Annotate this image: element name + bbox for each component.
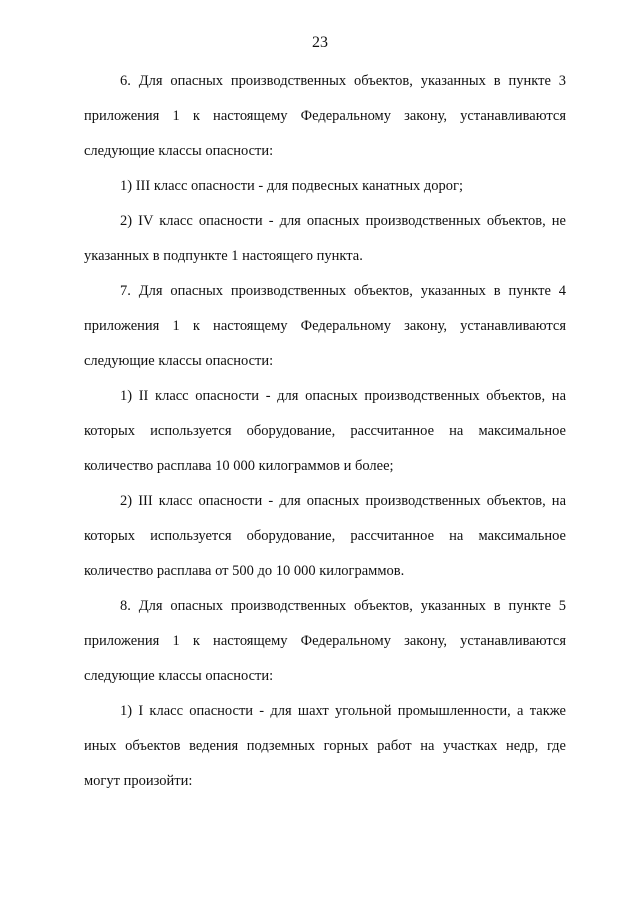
paragraph-8-item-1-line-1: 1) I класс опасности - для шахт угольной промышленности, а также <box>120 703 566 719</box>
paragraph-7-item-2-line-2: которых используется оборудование, рассчитанное на максимальное <box>84 528 566 544</box>
paragraph-8-line-2: приложения 1 к настоящему Федеральному закону, устанавливаются <box>84 633 566 649</box>
paragraph-6-item-1: 1) III класс опасности - для подвесных канатных дорог; <box>120 178 464 194</box>
paragraph-7-line-3: следующие классы опасности: <box>84 353 274 369</box>
paragraph-7-line-2: приложения 1 к настоящему Федеральному закону, устанавливаются <box>84 318 566 334</box>
paragraph-6-item-2-line-2: указанных в подпункте 1 настоящего пункта. <box>84 248 363 264</box>
paragraph-8-item-1-line-2: иных объектов ведения подземных горных работ на участках недр, где <box>84 738 566 754</box>
paragraph-7-line-1: 7. Для опасных производственных объектов, указанных в пункте 4 <box>120 283 566 299</box>
page-number: 23 <box>312 34 328 51</box>
paragraph-8-line-3: следующие классы опасности: <box>84 668 274 684</box>
paragraph-7-item-1-line-2: которых используется оборудование, рассчитанное на максимальное <box>84 423 566 439</box>
paragraph-6-item-2-line-1: 2) IV класс опасности - для опасных производственных объектов, не <box>120 213 566 229</box>
paragraph-6-line-1: 6. Для опасных производственных объектов, указанных в пункте 3 <box>120 73 566 89</box>
paragraph-7-item-2-line-3: количество расплава от 500 до 10 000 килограммов. <box>84 563 405 579</box>
paragraph-7-item-1-line-1: 1) II класс опасности - для опасных производственных объектов, на <box>120 388 566 404</box>
paragraph-6-line-3: следующие классы опасности: <box>84 143 274 159</box>
paragraph-8-item-1-line-3: могут произойти: <box>84 773 193 789</box>
paragraph-8-line-1: 8. Для опасных производственных объектов, указанных в пункте 5 <box>120 598 566 614</box>
paragraph-6-line-2: приложения 1 к настоящему Федеральному закону, устанавливаются <box>84 108 566 124</box>
paragraph-7-item-2-line-1: 2) III класс опасности - для опасных производственных объектов, на <box>120 493 566 509</box>
paragraph-7-item-1-line-3: количество расплава 10 000 килограммов и более; <box>84 458 394 474</box>
